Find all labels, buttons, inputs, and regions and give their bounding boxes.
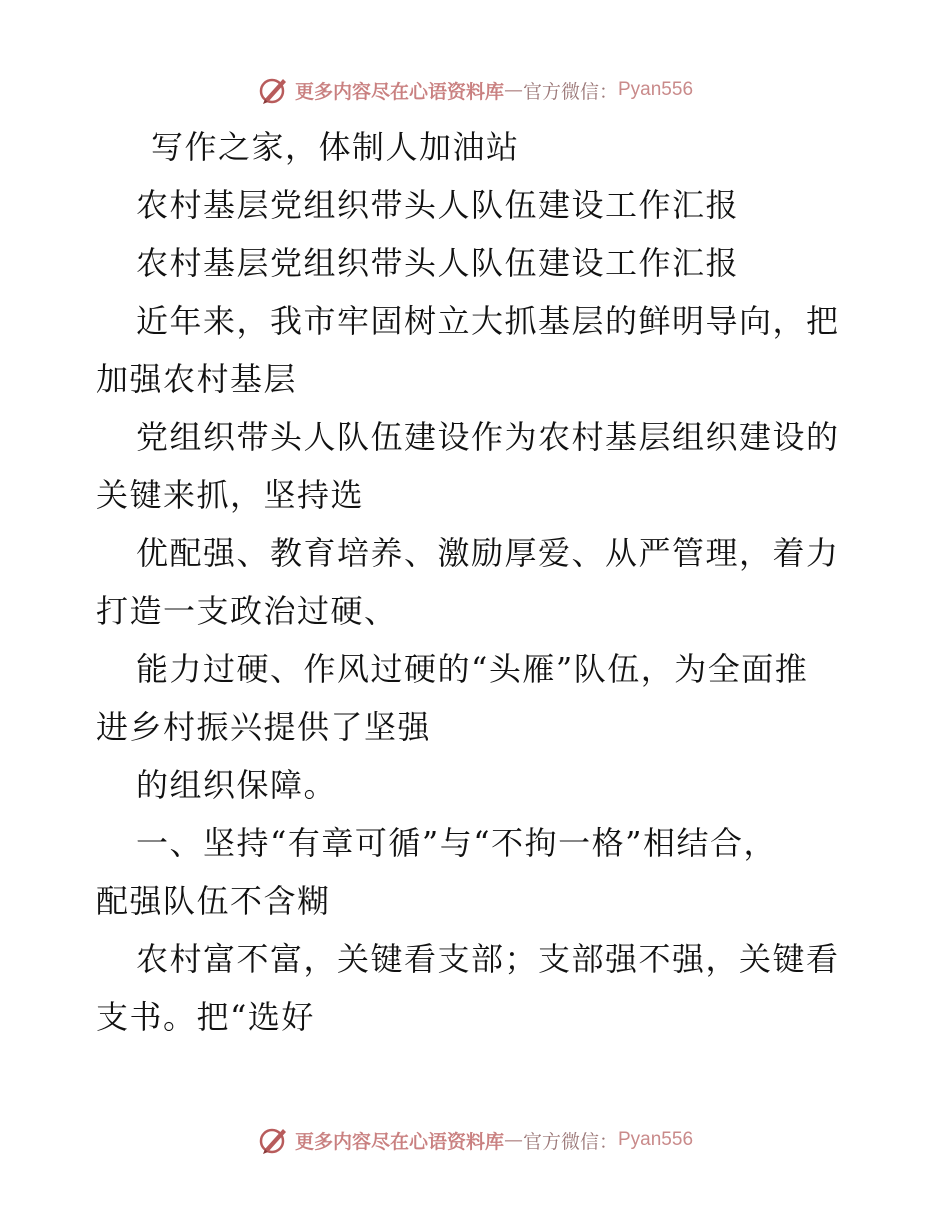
header-banner: [0, 70, 950, 110]
document-body: [96, 118, 856, 1046]
banner-label: 官方微信：: [522, 80, 618, 103]
document-line: 农村基层党组织带头人队伍建设工作汇报: [136, 244, 740, 282]
document-line: 农村富不富，关键看支部；支部强不强，关键看: [136, 940, 840, 978]
banner-label: 官方微信：: [522, 1130, 618, 1153]
footer-banner: [0, 1120, 950, 1160]
document-line: 能力过硬、作风过硬的“头雁”队伍，为全面推: [136, 650, 809, 688]
document-line: 的组织保障。: [136, 766, 338, 804]
banner-wechat-id: Pyan556: [618, 1129, 694, 1150]
document-line: 关键来抓，坚持选: [96, 476, 365, 514]
banner-separator: —: [503, 79, 523, 101]
banner-brand: 更多内容尽在心语资料库: [294, 1130, 504, 1153]
document-line: 配强队伍不含糊: [96, 882, 331, 920]
pen-logo-icon: [257, 1123, 291, 1157]
document-line: 一、坚持“有章可循”与“不拘一格”相结合，: [136, 824, 777, 862]
pen-logo-icon: [257, 73, 291, 107]
document-line: 优配强、教育培养、激励厚爱、从严管理，着力: [136, 534, 840, 572]
banner-brand: 更多内容尽在心语资料库: [294, 80, 504, 103]
banner-separator: —: [503, 1129, 523, 1151]
banner-wechat-id: Pyan556: [618, 79, 694, 100]
document-line: 党组织带头人队伍建设作为农村基层组织建设的: [136, 418, 840, 456]
document-line: 农村基层党组织带头人队伍建设工作汇报: [136, 186, 740, 224]
document-line: 支书。把“选好: [96, 998, 315, 1036]
document-line: 写作之家，体制人加油站: [151, 128, 520, 166]
document-line: 加强农村基层: [96, 360, 298, 398]
document-line: 进乡村振兴提供了坚强: [96, 708, 432, 746]
document-line: 打造一支政治过硬、: [96, 592, 398, 630]
document-line: 近年来，我市牢固树立大抓基层的鲜明导向，把: [136, 302, 840, 340]
